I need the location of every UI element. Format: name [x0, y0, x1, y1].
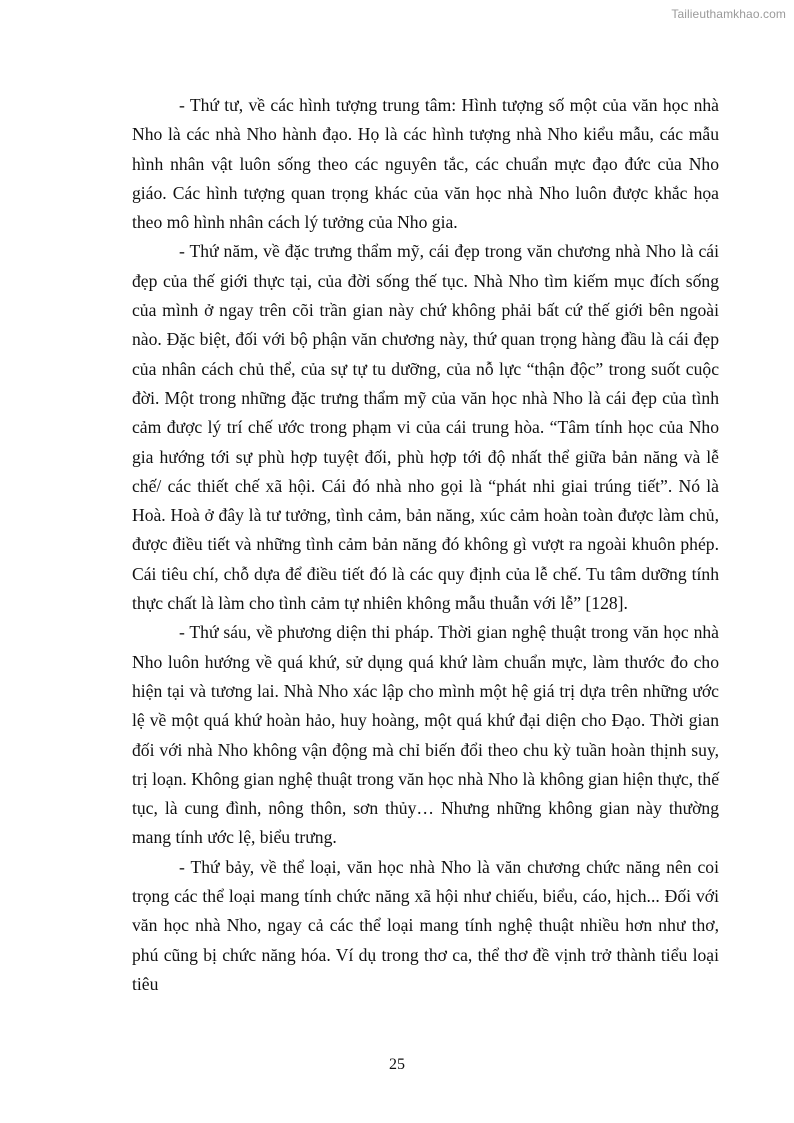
- page-body: [132, 91, 719, 999]
- paragraph-thu-bay: - Thứ bảy, về thể loại, văn học nhà Nho là văn chương chức năng nên coi trọng các thể loại mang tính chức năng xã hội như chiếu, biểu, cáo, hịch... Đối với văn học nhà Nho, ngay cả các thể loại mang tính nghệ thuật nhiều hơn như thơ, phú cũng bị chức năng hóa. Ví dụ trong thơ ca, thể thơ đề vịnh trở thành tiểu loại tiêu: [132, 856, 719, 994]
- watermark-text: Tailieuthamkhao.com: [671, 7, 786, 21]
- paragraph-thu-tu: - Thứ tư, về các hình tượng trung tâm: Hình tượng số một của văn học nhà Nho là các nhà Nho hành đạo. Họ là các hình tượng nhà Nho kiểu mẫu, các mẫu hình nhân vật luôn sống theo các nguyên tắc, các chuẩn mực đạo đức của Nho giáo. Các hình tượng quan trọng khác của văn học nhà Nho luôn được khắc họa theo mô hình nhân cách lý tưởng của Nho gia.: [132, 95, 719, 233]
- paragraph-thu-nam: - Thứ năm, về đặc trưng thẩm mỹ, cái đẹp trong văn chương nhà Nho là cái đẹp của thế giới thực tại, của đời sống thế tục. Nhà Nho tìm kiếm mục đích sống của mình ở ngay trên cõi trần gian này chứ không phải bất cứ thế giới bên ngoài nào. Đặc biệt, đối với bộ phận văn chương này, thứ quan trọng hàng đầu là cái đẹp của nhân cách chủ thể, của sự tự tu dưỡng, của nỗ lực “thận độc” trong suốt cuộc đời. Một trong những đặc trưng thẩm mỹ của văn học nhà Nho là cái đẹp của tình cảm được lý trí chế ước trong phạm vi của cái trung hòa. “Tâm tính học của Nho gia hướng tới sự phù hợp tuyệt đối, phù hợp tới độ nhất thể giữa bản năng và lễ chế/ các thiết chế xã hội. Cái đó nhà nho gọi là “phát nhi giai trúng tiết”. Nó là Hoà. Hoà ở đây là tư tưởng, tình cảm, bản năng, xúc cảm hoàn toàn được làm chủ, được điều tiết và những tình cảm bản năng đó không gì vượt ra ngoài khuôn phép. Cái tiêu chí, chỗ dựa để điều tiết đó là các quy định của lễ chế. Tu tâm dưỡng tính thực chất là làm cho tình cảm tự nhiên không mẫu thuẫn với lễ” [128].: [132, 241, 719, 614]
- paragraph-thu-sau: - Thứ sáu, về phương diện thi pháp. Thời gian nghệ thuật trong văn học nhà Nho luôn hướng về quá khứ, sử dụng quá khứ làm chuẩn mực, làm thước đo cho hiện tại và tương lai. Nhà Nho xác lập cho mình một hệ giá trị dựa trên những ước lệ về một quá khứ hoàn hảo, huy hoàng, một quá khứ đại diện cho Đạo. Thời gian đối với nhà Nho không vận động mà chỉ biến đổi theo chu kỳ tuần hoàn thịnh suy, trị loạn. Không gian nghệ thuật trong văn học nhà Nho là không gian hiện thực, thế tục, là cung đình, nông thôn, sơn thủy… Nhưng những không gian này thường mang tính ước lệ, biểu trưng.: [132, 622, 719, 848]
- page-number: 25: [389, 1056, 405, 1073]
